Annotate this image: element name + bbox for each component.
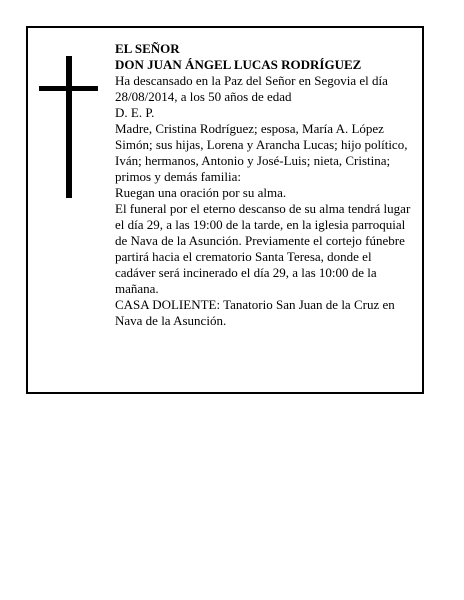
- notice-text: [115, 41, 415, 329]
- obituary-notice: [26, 26, 424, 394]
- cross-horizontal-bar: [39, 86, 98, 91]
- deceased-name: DON JUAN ÁNGEL LUCAS RODRÍGUEZ: [115, 57, 362, 72]
- death-announcement: Ha descansado en la Paz del Señor en Segovia el día 28/08/2014, a los 50 años de edad: [115, 73, 388, 104]
- mourning-house: CASA DOLIENTE: Tanatorio San Juan de la Cruz en Nava de la Asunción.: [115, 297, 395, 328]
- rip-abbreviation: D. E. P.: [115, 105, 155, 120]
- family-list: Madre, Cristina Rodríguez; esposa, María A. López Simón; sus hijas, Lorena y Arancha Lucas; hijo político, Iván; hermanos, Antonio y José-Luis; nieta, Cristina; primos y demás familia:: [115, 121, 408, 184]
- funeral-details: El funeral por el eterno descanso de su alma tendrá lugar el día 29, a las 19:00 de la tarde, en la iglesia parroquial de Nava de la Asunción. Previamente el cortejo fúnebre partirá hacia el crematorio Santa Teresa, donde el cadáver será incinerado el día 29, a las 10:00 de la mañana.: [115, 201, 411, 296]
- notice-heading: EL SEÑOR: [115, 41, 180, 56]
- prayer-request: Ruegan una oración por su alma.: [115, 185, 287, 200]
- cross-vertical-bar: [66, 56, 72, 198]
